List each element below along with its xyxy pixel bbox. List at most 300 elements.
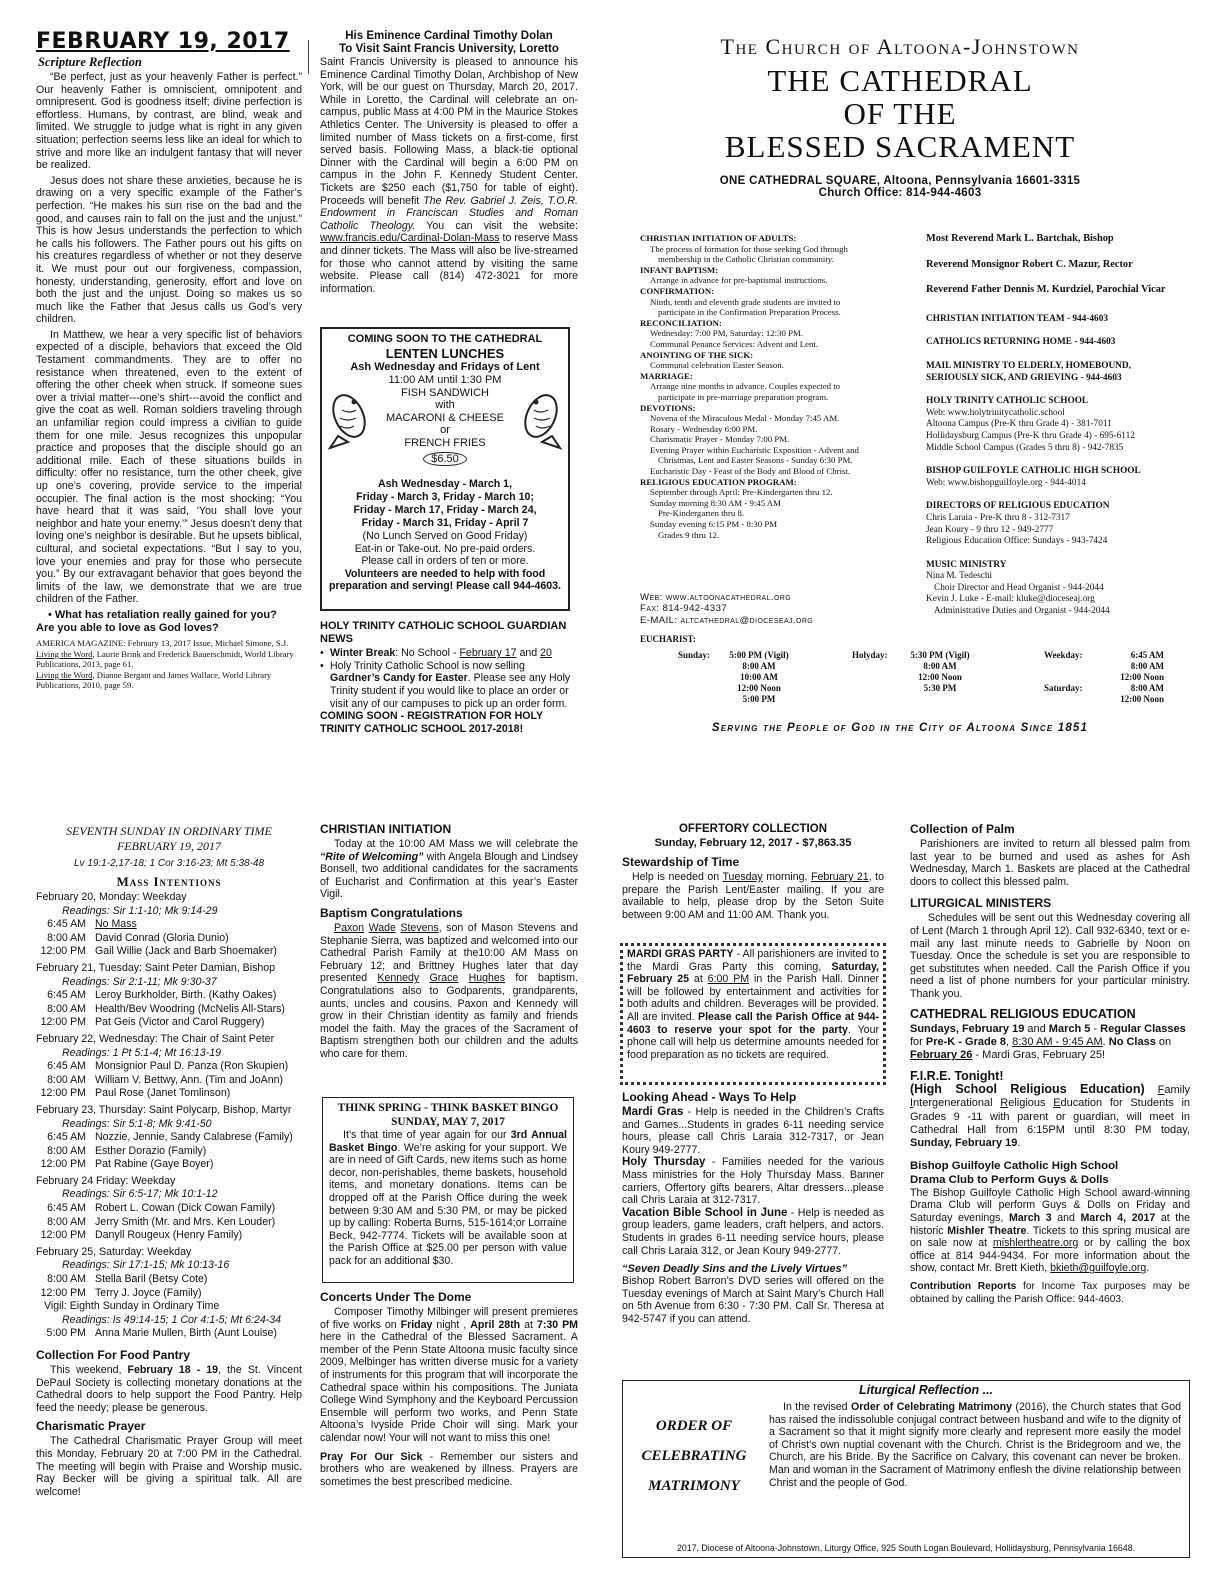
guilfoyle-text: . Tickets to this spring musical are on sale now at	[910, 1224, 1190, 1250]
mass-time: 12:00 PM	[40, 1286, 86, 1299]
directory-line: SERIOUSLY SICK, AND GRIEVING - 944-4603	[926, 372, 1122, 383]
mass-intention: Stella Baril (Betsy Cote)	[95, 1273, 208, 1286]
dolan-link[interactable]: www.francis.edu/Cardinal-Dolan-Mass	[320, 232, 500, 245]
table-row	[36, 1003, 302, 1017]
mass-intention: David Conrad (Gloria Dunio)	[95, 931, 229, 944]
clergy-name: Reverend Father Dennis M. Kurdziel, Parochial Vicar	[926, 284, 1166, 296]
dolan-body	[320, 56, 578, 295]
lenten-title: LENTEN LUNCHES	[385, 346, 505, 361]
column-divider	[308, 40, 309, 74]
help-need-title: Holy Thursday	[622, 1156, 706, 1169]
lenten-menu	[326, 374, 564, 478]
cathedral-name: THE CATHEDRAL	[767, 63, 1033, 98]
pray-sick-text: - Remember our sisters and brothers who are weakened by illness. Prayers are sometimes the best prescribed medicine.	[320, 1450, 578, 1488]
ministers-title: LITURGICAL MINISTERS	[910, 896, 1052, 911]
mass-time: 6:45 AM	[47, 918, 86, 931]
mass-intentions-heading: Mass Intentions	[116, 874, 222, 889]
mass-readings: Readings: Sir 1:1-10; Mk 9:14-29	[62, 904, 218, 917]
sunday-label: Sunday:	[678, 650, 711, 660]
religious-ed-body	[910, 1023, 1190, 1063]
sunday-time: 8:00 AM	[742, 661, 776, 671]
mass-time: 8:00 AM	[47, 1144, 86, 1157]
lenten-coming: COMING SOON TO THE CATHEDRAL	[347, 333, 543, 345]
bullet-icon: •	[320, 647, 324, 660]
sacrament-label: RECONCILIATION:	[640, 317, 722, 328]
winter-break-date: February 17	[459, 647, 517, 660]
sacrament-line: Wednesday: 7:00 PM, Saturday: 12:30 PM.	[650, 328, 803, 339]
vigil-title: Vigil: Eighth Sunday in Ordinary Time	[44, 1300, 220, 1313]
help-need-title: Mardi Gras	[622, 1106, 684, 1118]
table-row	[36, 1202, 302, 1216]
right-bottom-column	[910, 822, 1190, 1306]
baptism-body	[320, 922, 578, 1061]
mass-day: February 20, Monday: Weekday	[36, 891, 187, 903]
food-pantry-dates: February 18 - 19	[127, 1364, 219, 1376]
sacrament-label: ANOINTING OF THE SICK:	[640, 349, 754, 360]
fire-text: ducation for Students in Grades 9 -11 with parent or guardian, will meet in Cathedral Hall from 6:15PM until 8:30 PM today,	[910, 1097, 1191, 1136]
sacrament-line: Arrange in advance for pre-baptismal instructions.	[650, 275, 828, 286]
directory-line: Choir Director and Head Organist - 944-2044	[934, 582, 1104, 593]
directory-line: Jean Koury - 9 thru 12 - 949-2777	[926, 524, 1054, 535]
liturgical-text: (2016), the Church states that God has raised the indissoluble conjugal contract between husband and wife to the dignity of a Sacrament so that it might signify more clearly and represent more easily the model of Christ’s own nuptial covenant with the Church. Christ is the Bridegroom and we, the Church, are his Bride. By the Sacrifice on Calvary, this covenant can never be broken. Man and woman in the Sacrament of Matrimony enflesh the divine relationship between Christ and the people of God.	[769, 1401, 1181, 1489]
bingo-text: . We’re asking for your support. We are in need of Gift Cards, new items such as home decor, non-perishables, theme baskets, household items, and monetary donations. Items can be dropped off at the Parish Office during the week between 9:30 AM and 5:30 PM, or may be picked up by calling: Roberta Burns, 515-1614;or Lorraine Beck, 942-7774. Tickets will be available soon at the Parish Office at $25.00 per person with value pack for an additional $30.	[329, 1141, 567, 1267]
initiation-body	[320, 838, 578, 901]
bingo-date: SUNDAY, MAY 7, 2017	[391, 1116, 505, 1128]
relig-noclass: No Class	[1108, 1035, 1156, 1048]
clergy-name: Most Reverend Mark L. Bartchak, Bishop	[926, 233, 1114, 244]
guilfoyle-text: .	[1146, 1262, 1150, 1275]
concerts-date: April 28th	[470, 1318, 521, 1331]
liturgical-footer: 2017, Diocese of Altoona-Johnstown, Liturgy Office, 925 South Logan Boulevard, Hollidaysburg, Pennsylvania 16648.	[676, 1543, 1136, 1553]
lenten-price: $6.50	[423, 452, 467, 467]
relig-text: for	[910, 1035, 926, 1048]
source-text: , Dianne Bergant and James Wallace, World Library Publications, 2010, page 59.	[36, 669, 272, 691]
food-pantry-title: Collection For Food Pantry	[36, 1348, 191, 1362]
sacrament-line: Evening Prayer within Eucharistic Exposition - Advent and	[650, 444, 859, 455]
stewardship-text: , to prepare the Parish Lent/Easter mailing. If you are available to help, please drop by the Seton Suite between 9:00 AM and 11:00 AM. Thank you.	[622, 871, 884, 921]
concerts-title: Concerts Under The Dome	[320, 1290, 472, 1304]
lenten-with: with	[435, 399, 455, 412]
mass-time: 5:00 PM	[46, 1327, 86, 1340]
church-office: Church Office: 814-944-4603	[818, 187, 982, 199]
lenten-time: 11:00 AM until 1:30 PM	[388, 374, 502, 386]
list-item	[622, 1106, 884, 1156]
mass-day: February 24 Friday: Weekday	[36, 1174, 176, 1187]
mardi-gras-text: in the Parish Hall. Dinner will be followed by entertainment and activities for both adults and children. Beverages will be provided. All are invited.	[627, 973, 880, 1023]
looking-ahead-title: Looking Ahead - Ways To Help	[622, 1090, 797, 1104]
sacrament-line: participate in pre-marriage preparation program.	[658, 391, 829, 402]
directory-line: Administrative Duties and Organist - 944-2044	[934, 606, 1110, 617]
bingo-title: THINK SPRING - THINK BASKET BINGO	[337, 1102, 559, 1114]
mass-intention: Robert L. Cowan (Dick Cowan Family)	[95, 1202, 276, 1215]
sins-body: Bishop Robert Barron’s DVD series will offered on the Tuesday evenings of March at Saint Mary’s Church Hall on 5th Avenue from 6:30 - 7:30 PM. Call Sr. Theresa at 942-5747 if you can attend.	[622, 1275, 884, 1325]
relig-text: - Mardi Gras, February 25!	[972, 1049, 1106, 1062]
food-pantry-body	[36, 1364, 302, 1414]
ministers-body: Schedules will be sent out this Wednesday covering all of Lent (March 1 through April 12). Call 932-6340, text or e-mail any last minute needs to Gabrielle by Noon on Tuesday. Once the schedule is set you are responsible to get substitutes when needed. Call the Parish Office if you need a list of phone numbers for your particular ministry. Thank you.	[910, 912, 1190, 1000]
concerts-article	[320, 1290, 578, 1488]
food-pantry-text: This weekend,	[50, 1364, 128, 1376]
mass-intentions-column	[36, 824, 302, 1498]
table-row	[36, 1216, 302, 1230]
holy-trinity-title: HOLY TRINITY CATHOLIC SCHOOL GUARDIAN NEWS	[320, 620, 567, 645]
table-row	[36, 1074, 302, 1088]
clergy-name: Reverend Monsignor Robert C. Mazur, Rector	[926, 258, 1133, 270]
list-item	[622, 1156, 884, 1206]
mardi-gras-title: MARDI GRAS PARTY	[627, 948, 734, 960]
concerts-text: night ,	[432, 1318, 471, 1331]
sacrament-line: Novena of the Miraculous Medal - Monday 7:45 AM.	[650, 413, 840, 424]
mardi-gras-date: Saturday, February 25	[627, 960, 879, 986]
directory-title: BISHOP GUILFOYLE CATHOLIC HIGH SCHOOL	[926, 466, 1141, 477]
mass-intention: Esther Dorazio (Family)	[95, 1144, 207, 1157]
ocm-word: CELEBRATING	[641, 1448, 747, 1464]
stewardship-text: Help is needed on	[632, 871, 723, 883]
child-name: Grace	[429, 972, 459, 985]
guilfoyle-body	[910, 1187, 1190, 1275]
scripture-heading: Scripture Reflection	[38, 55, 142, 69]
sunday-date: FEBRUARY 19, 2017	[116, 839, 222, 853]
reflection-question: Are you able to love as God loves?	[36, 621, 219, 634]
offertory-column	[622, 822, 884, 921]
cathedral-name: BLESSED SACRAMENT	[724, 129, 1076, 164]
mass-readings: Readings: Sir 2:1-11; Mk 9:30-37	[62, 975, 217, 988]
reflection-question: • What has retaliation really gained for you?	[48, 608, 277, 621]
child-name: Stevens	[400, 921, 439, 934]
source	[36, 649, 302, 670]
saturday-label: Saturday:	[1044, 683, 1083, 693]
ocm-word: MATRIMONY	[648, 1478, 740, 1494]
mardi-gras-body	[627, 948, 879, 1061]
mass-intention: Monsignior Paul D. Panza (Ron Skupien)	[95, 1060, 289, 1073]
guilfoyle-venue: Mishler Theatre	[947, 1224, 1027, 1237]
saturday-time: 12:00 Noon	[1120, 694, 1164, 704]
mass-intention: William V. Bettwy, Ann. (Tim and JoAnn)	[95, 1073, 284, 1086]
concerts-body	[320, 1306, 578, 1445]
liturgical-reflection-box	[622, 1380, 1190, 1558]
mass-readings: Readings: Sir 17:1-15; Mk 10:13-16	[62, 1259, 230, 1272]
fire-letter: R	[1000, 1097, 1009, 1110]
mass-readings: Readings: 1 Pt 5:1-4; Mt 16:13-19	[62, 1046, 221, 1059]
scripture-paragraph: “Be perfect, just as your heavenly Father is perfect.” Our heavenly Father is omniscient, omnipotent and omnipresent. God is goodness itself; divine perfection is effortless. Humans, by contrast, are blind, weak and limited. We struggle to judge what is right in any given situation; perfection seems less like an ideal for which to strive and more like an indulgent fantasy that will never be realized.	[36, 71, 302, 172]
dolan-title: His Eminence Cardinal Timothy Dolan	[345, 30, 553, 42]
relig-time: 8:30 AM - 9:45 AM	[1012, 1035, 1103, 1048]
mass-day: February 21, Tuesday: Saint Peter Damian, Bishop	[36, 961, 276, 974]
ocm-side	[629, 1411, 759, 1501]
sunday-readings: Lv 19:1-2,17-18; 1 Cor 3:16-23; Mt 5:38-48	[73, 858, 265, 869]
mass-time: 8:00 AM	[47, 1215, 86, 1228]
mass-time: 8:00 AM	[47, 1273, 86, 1286]
lenten-subtitle: Ash Wednesday and Fridays of Lent	[350, 361, 540, 373]
mass-time: 12:00 PM	[40, 1229, 86, 1242]
concerts-time: 7:30 PM	[536, 1318, 578, 1331]
bingo-body	[329, 1129, 567, 1268]
holyday-label: Holyday:	[852, 650, 888, 660]
lenten-item: MACARONI & CHEESE	[386, 411, 504, 424]
directory-line: Web: www.bishopguilfoyle.org - 944-4014	[926, 477, 1086, 488]
list-item	[320, 660, 574, 710]
scripture-body	[36, 71, 302, 606]
fire-date: Sunday, February 19	[910, 1137, 1018, 1150]
directory-line: Chris Laraia - Pre-K thru 8 - 312-7317	[926, 512, 1070, 523]
offertory-amount: Sunday, February 12, 2017 - $7,863.35	[654, 837, 852, 849]
lenten-date: Friday - March 17, Friday - March 24,	[353, 504, 537, 516]
lenten-eat: Eat-in or Take-out. No pre-paid orders.	[354, 542, 536, 555]
child-name: Paxon	[334, 921, 365, 934]
source-title: Living the Word	[36, 669, 93, 680]
fire-title: F.I.R.E. Tonight!	[910, 1068, 1004, 1083]
pray-sick	[320, 1451, 578, 1489]
lenten-date: Friday - March 3, Friday - March 10;	[356, 491, 534, 503]
sacraments-list	[640, 233, 920, 540]
fire-text: eligious	[1008, 1097, 1054, 1110]
mass-time: 6:45 AM	[47, 1202, 86, 1215]
church-name: The Church of Altoona-Johnstown	[720, 34, 1080, 59]
holyday-time: 12:00 Noon	[918, 672, 962, 682]
dolan-article	[320, 30, 578, 295]
eucharist-label: EUCHARIST:	[640, 634, 696, 644]
guilfoyle-text: at the historic	[910, 1211, 1191, 1237]
relig-class: Regular Classes	[1100, 1022, 1186, 1035]
lenten-call: Please call in orders of ten or more.	[361, 555, 529, 568]
sunday-time: 5:00 PM (Vigil)	[729, 650, 789, 660]
fire-text: amily	[1164, 1083, 1191, 1096]
concerts-day: Friday	[400, 1318, 433, 1331]
guilfoyle-text: The Bishop Guilfoyle Catholic High School award-winning Drama Club will perform Guys & Dolls on Friday and Saturday evenings,	[910, 1186, 1190, 1224]
eucharist-schedule	[640, 634, 1180, 704]
directory-title: HOLY TRINITY CATHOLIC SCHOOL	[926, 396, 1089, 407]
stewardship-title: Stewardship of Time	[622, 855, 740, 869]
holyday-time: 8:00 AM	[923, 661, 957, 671]
mass-intention: Gail Willie (Jack and Barb Shoemaker)	[95, 945, 277, 958]
lenten-volunteers: Volunteers are needed to help with food preparation and serving! Please call 944-4603.	[329, 567, 561, 593]
fire-letter: I	[910, 1097, 914, 1110]
email-link[interactable]: bkieth@guilfoyle.org	[1050, 1262, 1147, 1275]
mass-intention: Terry J. Joyce (Family)	[95, 1286, 202, 1299]
mass-intention: Pat Geis (Victor and Carol Ruggery)	[95, 1016, 265, 1029]
relig-text: -	[1090, 1022, 1101, 1035]
mishler-link[interactable]: mishlertheatre.org	[992, 1237, 1079, 1250]
candy-text: Holy Trinity Catholic School is now selling	[330, 659, 525, 672]
palm-title: Collection of Palm	[910, 822, 1015, 836]
fire-body	[910, 1083, 1190, 1151]
offertory-title: OFFERTORY COLLECTION	[678, 823, 827, 835]
web-link[interactable]: Web: www.altoonacathedral.org	[640, 592, 792, 603]
sacrament-line: Rosary - Wednesday 6:00 PM.	[650, 423, 758, 434]
directory-line: Kevin J. Luke - E-mail: kluke@dioceseaj.org	[926, 594, 1095, 605]
directory-title: CATHOLICS RETURNING HOME - 944-4603	[926, 337, 1116, 348]
scripture-paragraph: Jesus does not share these anxieties, because he is drawing on a very specific example of the Father’s perfection. “He makes his sun rise on the bad and the good, and causes rain to fall on the just and the unjust.” This is how Jesus understands the perfection to which he calls his followers. The Father pours out his gifts on his creatures regardless of whether or not they deserve it. We must pour out our forgiveness, compassion, honesty, understanding, generosity, effort and love on both the just and the unjust. Doing so makes us so much like the Father that Jesus calls us God’s very children.	[36, 174, 302, 326]
help-need-title: Vacation Bible School in June	[622, 1206, 788, 1219]
mass-readings: Readings: Sir 5:1-8; Mk 9:41-50	[62, 1117, 212, 1130]
vigil-readings: Readings: Is 49:14-15; 1 Cor 4:1-5; Mt 6:24-34	[62, 1313, 282, 1326]
contribution-reports	[910, 1281, 1190, 1306]
liturgical-text: In the revised	[783, 1401, 852, 1413]
middle-bottom-column	[320, 822, 578, 1061]
initiation-text: Today at the 10:00 AM Mass we will celebrate the	[334, 838, 578, 850]
sacrament-line: Pre-Kindergarten thru 8.	[658, 508, 745, 519]
lenten-lunches-box	[320, 327, 570, 611]
scripture-column	[36, 30, 302, 691]
sacrament-line: Ninth, tenth and eleventh grade students are invited to	[650, 296, 841, 307]
source-title: Living the Word	[36, 648, 93, 659]
mardi-gras-text: at	[689, 973, 708, 986]
concerts-text: Composer Timothy Milbinger will present premieres of five works on	[320, 1306, 578, 1331]
sacrament-label: CONFIRMATION:	[640, 285, 715, 296]
saturday-time: 8:00 AM	[1130, 683, 1164, 693]
table-row	[36, 1060, 302, 1074]
winter-break-date: 20	[540, 647, 552, 660]
bullet-icon: •	[320, 659, 324, 672]
mass-intention: Jerry Smith (Mr. and Mrs. Ken Louder)	[95, 1215, 276, 1228]
sunday-time: 12:00 Noon	[737, 683, 781, 693]
directory-line: Nina M. Tedeschi	[926, 571, 993, 582]
address: ONE CATHEDRAL SQUARE, Altoona, Pennsylvania 16601-3315	[719, 175, 1081, 187]
stewardship-day: Tuesday	[722, 871, 763, 883]
source	[36, 670, 302, 691]
concerts-text: here in the Cathedral of the Blessed Sacrament. A member of the Penn State Altoona music faculty since 2009, Melbinger has written diverse music for a variety of instruments for this program that will incorporate the Cathedral space within his compositions. The Juniata College Wind Symphony and the Keyboard Percussion Ensemble will perform two works, and Penn State Altoona’s Ivyside Pride Choir will sing. Mark your calendar now! Your will not want to miss this one!	[320, 1331, 578, 1444]
fish-icon	[326, 388, 372, 450]
bulletin-date: FEBRUARY 19, 2017	[36, 29, 290, 54]
rite-name: “Rite of Welcoming”	[320, 850, 424, 863]
scripture-sources	[36, 638, 302, 691]
relig-date: February 26	[910, 1049, 973, 1062]
stewardship-text: morning,	[762, 871, 811, 883]
contribution-title: Contribution Reports	[910, 1280, 1017, 1292]
holyday-time: 5:30 PM	[923, 683, 957, 693]
table-row	[36, 1016, 302, 1030]
lenten-or: or	[440, 424, 450, 437]
guilfoyle-subtitle: Drama Club to Perform Guys & Dolls	[910, 1173, 1109, 1186]
sacrament-label: MARRIAGE:	[640, 370, 693, 381]
candy-text: . Please see any Holy Trinity student if you would like to place an order or visit any of our campuses to pick up an order form.	[330, 672, 571, 710]
table-row	[36, 1131, 302, 1145]
sacrament-label: INFANT BAPTISM:	[640, 264, 719, 275]
registration-notice: COMING SOON - REGISTRATION FOR HOLY TRINITY CATHOLIC SCHOOL 2017-2018!	[320, 710, 543, 735]
lenten-date: Friday - March 31, Friday - April 7	[361, 517, 529, 529]
list-item	[320, 647, 574, 660]
guilfoyle-title: Bishop Guilfoyle Catholic High School	[910, 1159, 1119, 1172]
dolan-subtitle: To Visit Saint Francis University, Loretto	[339, 43, 559, 55]
mass-time: 6:45 AM	[47, 1060, 86, 1073]
directory-line: Altoona Campus (Pre-K thru Grade 4) - 381-7011	[926, 419, 1112, 430]
masthead	[610, 34, 1190, 199]
food-pantry-text: , the St. Vincent DePaul Society is collecting monetary donations at the Cathedral doors to help support the Food Pantry. Help feed the needy; please be generous.	[36, 1364, 302, 1414]
bingo-event: 3rd Annual Basket Bingo	[329, 1129, 567, 1154]
mass-day: February 22, Wednesday: The Chair of Saint Peter	[36, 1032, 275, 1045]
sacrament-line: September through April: Pre-Kindergarten thru 12.	[650, 487, 833, 498]
serving-tagline: Serving the People of God in the City of Altoona Since 1851	[711, 722, 1089, 734]
bingo-text: It’s that time of year again for our	[343, 1129, 511, 1141]
charismatic-title: Charismatic Prayer	[36, 1419, 146, 1434]
sacrament-line: Charismatic Prayer - Monday 7:00 PM.	[650, 434, 790, 445]
baptism-text: , son of Mason Stevens and Stephanie Sierra, was baptized and welcomed into our Cathedral Parish Family at the10:00 AM Mass on February 12; and Brittney Hughes later that day presented	[320, 921, 578, 985]
religious-ed-title: CATHEDRAL RELIGIOUS EDUCATION	[910, 1006, 1136, 1021]
winter-break-text: and	[516, 647, 541, 660]
sacrament-label: RELIGIOUS EDUCATION PROGRAM:	[640, 476, 797, 487]
child-name: Hughes	[468, 972, 506, 985]
lenten-item: FRENCH FRIES	[404, 436, 486, 449]
directory-line: Middle School Campus (Grades 5 thru 8) - 942-7835	[926, 442, 1124, 453]
sacrament-line: Sunday evening 6:15 PM - 8:30 PM	[650, 519, 778, 530]
mass-time: 8:00 AM	[47, 931, 86, 944]
table-row	[36, 1158, 302, 1172]
table-row	[36, 1287, 302, 1301]
guilfoyle-date: March 3	[1008, 1211, 1052, 1224]
lenten-note: (No Lunch Served on Good Friday)	[362, 530, 528, 542]
relig-date: Sundays, February 19	[910, 1022, 1025, 1035]
dolan-text: Saint Francis University is pleased to announce his Eminence Cardinal Timothy Dolan, Archbishop of New York, will be our guest on Thursday, March 20, 2017. While in Loretto, the Cardinal will celebrate an on-campus, public Mass at 4:00 PM in the Maurice Stokes Athletics Center. The University is pleased to offer a limited number of Mass tickets on a first-come, first served basis. Following Mass, a black-tie optional Dinner with the Cardinal will begin a 6:00 PM on campus in the John F. Kennedy Student Center. Tickets are $250 each ($1,750 for table of eight). Proceeds will benefit	[320, 56, 578, 207]
mardi-gras-call: Please call the Parish Office at 944-4603 to reserve your spot for the party	[627, 1010, 879, 1036]
email-link[interactable]: E-MAIL: altcathedral@dioceseaj.org	[640, 614, 814, 626]
basket-bingo-box	[322, 1097, 574, 1283]
table-row	[36, 1229, 302, 1243]
pray-sick-title: Pray For Our Sick	[320, 1450, 423, 1463]
sacrament-line: Sunday morning 8:30 AM - 9:45 AM	[650, 497, 781, 508]
mass-time: 12:00 PM	[40, 945, 86, 958]
liturgical-body	[769, 1401, 1181, 1489]
contribution-text: for Income Tax purposes may be obtained by calling the Parish Office: 944-4603.	[910, 1280, 1190, 1305]
sacrament-line: participate in the Confirmation Preparation Process.	[658, 307, 841, 318]
winter-break-text: : No School -	[395, 647, 460, 660]
child-name: Wade	[368, 921, 396, 934]
initiation-text: with Angela Blough and Lindsey Bonsell, two additional candidates for the sacraments of Eucharist and Confirmation at this year’s Easter Vigil.	[320, 850, 578, 901]
mass-intentions-list	[36, 891, 302, 1341]
sacrament-line: Communal celebration Easter Season.	[650, 360, 784, 371]
relig-text: and	[1024, 1022, 1049, 1035]
directory-title: DIRECTORS OF RELIGIOUS EDUCATION	[926, 501, 1110, 512]
directory-line: Web: www.holytrinitycatholic.school	[926, 407, 1065, 418]
mass-intention: Health/Bev Woodring (McNelis All-Stars)	[95, 1002, 285, 1015]
source: AMERICA MAGAZINE: February 13, 2017 Issue, Michael Simone, S.J.	[36, 637, 289, 648]
fax-number: Fax: 814-942-4337	[640, 603, 728, 615]
sins-title: “Seven Deadly Sins and the Lively Virtues”	[622, 1263, 848, 1276]
candy-name: Gardner’s Candy for Easter	[330, 672, 468, 685]
fire-text: ntergenerational	[913, 1097, 1001, 1110]
guilfoyle-text: or by calling the box office at 814 944-9434. For more information about the show, contact Mr. Brett Kieth,	[910, 1237, 1191, 1275]
winter-break-label: Winter Break	[330, 647, 396, 660]
ocm-word: ORDER OF	[655, 1418, 733, 1434]
stewardship-date: February 21	[810, 871, 869, 883]
dolan-text: You can visit the website:	[415, 219, 578, 232]
stewardship-body	[622, 871, 884, 921]
mass-time: 12:00 PM	[40, 1087, 86, 1100]
mardi-gras-text: . Your phone call will help us determine amounts needed for food preparation as no tickets are required.	[627, 1023, 879, 1061]
relig-date: March 5	[1048, 1022, 1091, 1035]
help-need-text: - Help is needed as group leaders, game leaders, craft helpers, and actors. Students in grades 6-11 needing service hours, please call Chris Laraia 312, or Jean Koury 949-2777.	[622, 1206, 884, 1257]
sacrament-line: The process of formation for those seeking God through	[650, 243, 848, 254]
directory-line: Hollidaysburg Campus (Pre-K thru Grade 4) - 695-6112	[926, 430, 1135, 441]
charismatic-body: The Cathedral Charismatic Prayer Group will meet this Monday, February 20 at 7:00 PM in the Cathedral. The meeting will begin with Praise and Worship music. Ray Becker will be giving a spiritual talk. All are welcome!	[36, 1435, 302, 1498]
mass-readings: Readings: Sir 6:5-17; Mk 10:1-12	[62, 1188, 218, 1201]
fire-letter: E	[1053, 1097, 1061, 1110]
mardi-gras-time: 6:00 PM	[707, 973, 750, 986]
looking-ahead	[622, 1090, 884, 1326]
scripture-paragraph: In Matthew, we hear a very specific list of behaviors expected of a disciple, behaviors that exceed the Old Testament commandments. They are to offer no resistance when threatened, even to the extent of offering the other cheek when struck. If someone sues over a trivial matter---one’s shirt---avoid the conflict and give the coat as well. Roman soldiers traveling through an unfamiliar region could impress a civilian to guide them for one mile. Jesus recognizes this unpopular practice and proposes that the disciple should go an additional mile. Each of these situations builds in difficulty: offer no resistance, turn the other cheek, give up one’s covering, provide service to the imperial occupier. The final action is the most shocking: “You have heard that it was said, ‘You shall love your neighbor and hate your enemy.’” Jesus doesn’t deny that loving one’s neighbor is desirable. But he upsets biblical, cultural, and societal expectations. “But I say to you, love your enemies and pray for those who persecute you.” By our extravagant behavior that goes beyond the limits of the law, we demonstrate that we are true children of the Father.	[36, 328, 302, 606]
mass-time: 8:00 AM	[47, 1073, 86, 1086]
relig-text: on	[1155, 1035, 1172, 1048]
table-row	[36, 1087, 302, 1101]
weekday-time: 6:45 AM	[1130, 650, 1164, 660]
initiation-title: CHRISTIAN INITIATION	[320, 822, 452, 836]
mass-intention: No Mass	[95, 918, 137, 931]
mardi-gras-text: - All parishioners are invited to the Mardi Gras Party this coming,	[627, 948, 879, 973]
table-row	[36, 1327, 302, 1341]
sacrament-label: DEVOTIONS:	[640, 402, 696, 413]
table-row	[36, 1273, 302, 1287]
mass-day: February 23, Thursday: Saint Polycarp, Bishop, Martyr	[36, 1103, 292, 1116]
liturgical-title: Liturgical Reflection ...	[858, 1383, 994, 1397]
clergy-directory	[926, 233, 1196, 618]
